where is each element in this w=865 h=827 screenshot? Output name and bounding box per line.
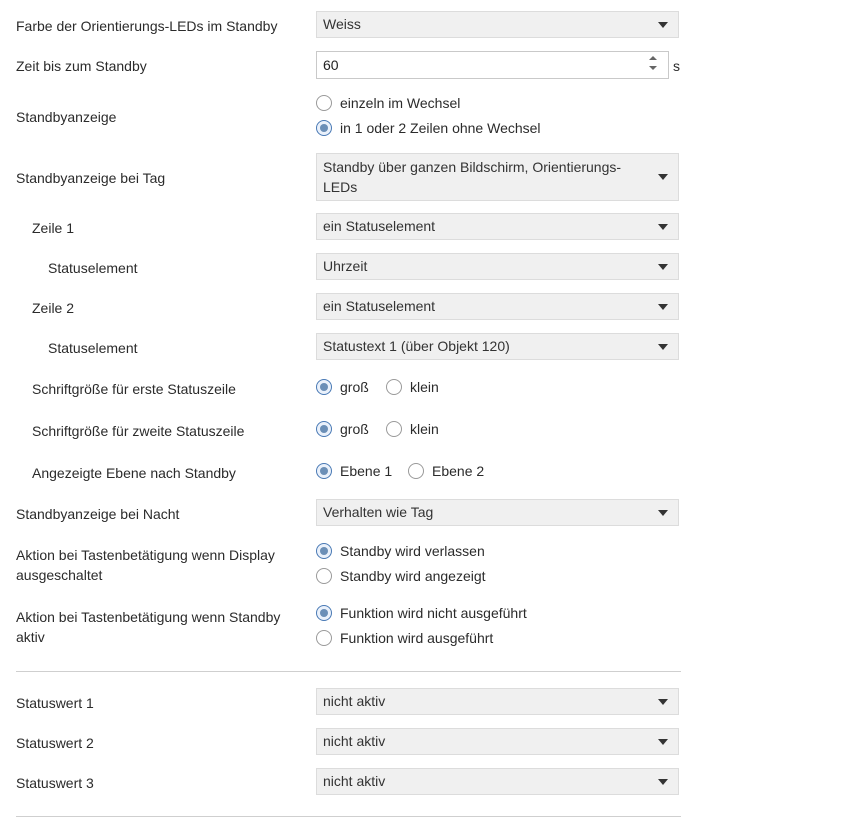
zeile1-dropdown[interactable] <box>316 213 679 240</box>
radio-icon[interactable] <box>386 379 402 395</box>
spin-arrows-icon[interactable] <box>649 56 658 70</box>
statuselement2-dropdown[interactable] <box>316 333 679 360</box>
radio-einzeln-label: einzeln im Wechsel <box>340 95 461 111</box>
radio-ebene1-label: Ebene 1 <box>340 463 393 479</box>
radio-icon[interactable] <box>316 421 332 437</box>
radio-einzeln[interactable] <box>316 93 460 113</box>
statuswert2-label: Statuswert 2 <box>16 735 94 751</box>
statuselement2-value: Statustext 1 (über Objekt 120) <box>323 338 510 354</box>
nacht-value: Verhalten wie Tag <box>323 504 434 520</box>
tag-value: Standby über ganzen Bildschirm, Orientierungs-LEDs <box>323 159 622 195</box>
aktion-display-label: Aktion bei Tastenbetätigung wenn Display ausgeschaltet <box>16 547 275 583</box>
radio-verlassen[interactable] <box>316 541 485 561</box>
chevron-down-icon <box>658 22 668 28</box>
statuselement1-dropdown[interactable] <box>316 253 679 280</box>
radio-icon[interactable] <box>386 421 402 437</box>
chevron-down-icon <box>658 304 668 310</box>
radio-ebene2[interactable] <box>408 461 484 481</box>
radio-schrift2-klein-label: klein <box>410 421 439 437</box>
statuswert1-value: nicht aktiv <box>323 693 386 709</box>
radio-schrift2-gross-label: groß <box>340 421 369 437</box>
radio-icon[interactable] <box>316 379 332 395</box>
chevron-down-icon <box>658 699 668 705</box>
farbe-dropdown[interactable] <box>316 11 679 38</box>
chevron-down-icon <box>658 264 668 270</box>
radio-angezeigt-label: Standby wird angezeigt <box>340 568 486 584</box>
chevron-down-icon <box>658 344 668 350</box>
radio-icon[interactable] <box>316 543 332 559</box>
radio-schrift2-gross[interactable] <box>316 419 369 439</box>
standbyanzeige-label: Standbyanzeige <box>16 109 117 125</box>
zeit-input[interactable] <box>316 51 669 79</box>
radio-icon[interactable] <box>316 568 332 584</box>
radio-schrift1-klein[interactable] <box>386 377 439 397</box>
tag-label: Standbyanzeige bei Tag <box>16 170 166 186</box>
radio-schrift1-gross[interactable] <box>316 377 369 397</box>
section-divider <box>16 671 681 672</box>
zeile2-value: ein Statuselement <box>323 298 436 314</box>
chevron-down-icon <box>658 779 668 785</box>
radio-icon[interactable] <box>316 630 332 646</box>
statuswert3-dropdown[interactable] <box>316 768 679 795</box>
radio-zeilen[interactable] <box>316 118 541 138</box>
chevron-down-icon <box>658 224 668 230</box>
radio-ebene1[interactable] <box>316 461 392 481</box>
statuselement1-value: Uhrzeit <box>323 258 368 274</box>
zeile2-dropdown[interactable] <box>316 293 679 320</box>
statuswert1-label: Statuswert 1 <box>16 695 94 711</box>
tag-dropdown[interactable] <box>316 153 679 201</box>
farbe-label: Farbe der Orientierungs-LEDs im Standby <box>16 18 278 34</box>
radio-nicht-ausgefuehrt[interactable] <box>316 603 527 623</box>
radio-schrift1-klein-label: klein <box>410 379 439 395</box>
zeit-label: Zeit bis zum Standby <box>16 58 147 74</box>
chevron-down-icon <box>658 510 668 516</box>
radio-zeilen-label: in 1 oder 2 Zeilen ohne Wechsel <box>340 120 541 136</box>
statuswert3-label: Statuswert 3 <box>16 775 94 791</box>
radio-nicht-ausgefuehrt-label: Funktion wird nicht ausgeführt <box>340 605 527 621</box>
radio-icon[interactable] <box>316 463 332 479</box>
statuselement1-label: Statuselement <box>48 260 138 276</box>
radio-ausgefuehrt[interactable] <box>316 628 493 648</box>
zeile1-label: Zeile 1 <box>32 220 75 236</box>
radio-icon[interactable] <box>316 120 332 136</box>
schrift1-label: Schriftgröße für erste Statuszeile <box>32 381 236 397</box>
aktion-standby-label: Aktion bei Tastenbetätigung wenn Standby aktiv <box>16 609 281 645</box>
zeit-unit: s <box>673 58 680 74</box>
section-divider-bottom <box>16 816 681 817</box>
statuswert2-value: nicht aktiv <box>323 733 386 749</box>
radio-angezeigt[interactable] <box>316 566 486 586</box>
radio-verlassen-label: Standby wird verlassen <box>340 543 485 559</box>
radio-schrift2-klein[interactable] <box>386 419 439 439</box>
farbe-value: Weiss <box>323 16 361 32</box>
radio-icon[interactable] <box>316 605 332 621</box>
statuswert3-value: nicht aktiv <box>323 773 386 789</box>
zeile1-value: ein Statuselement <box>323 218 436 234</box>
radio-icon[interactable] <box>316 95 332 111</box>
schrift2-label: Schriftgröße für zweite Statuszeile <box>32 423 245 439</box>
statuswert2-dropdown[interactable] <box>316 728 679 755</box>
radio-schrift1-gross-label: groß <box>340 379 369 395</box>
radio-ausgefuehrt-label: Funktion wird ausgeführt <box>340 630 494 646</box>
nacht-label: Standbyanzeige bei Nacht <box>16 506 180 522</box>
radio-icon[interactable] <box>408 463 424 479</box>
statuswert1-dropdown[interactable] <box>316 688 679 715</box>
chevron-down-icon <box>658 174 668 180</box>
zeile2-label: Zeile 2 <box>32 300 75 316</box>
statuselement2-label: Statuselement <box>48 340 138 356</box>
chevron-down-icon <box>658 739 668 745</box>
radio-ebene2-label: Ebene 2 <box>432 463 485 479</box>
ebene-label: Angezeigte Ebene nach Standby <box>32 465 236 481</box>
nacht-dropdown[interactable] <box>316 499 679 526</box>
zeit-value: 60 <box>323 57 339 73</box>
